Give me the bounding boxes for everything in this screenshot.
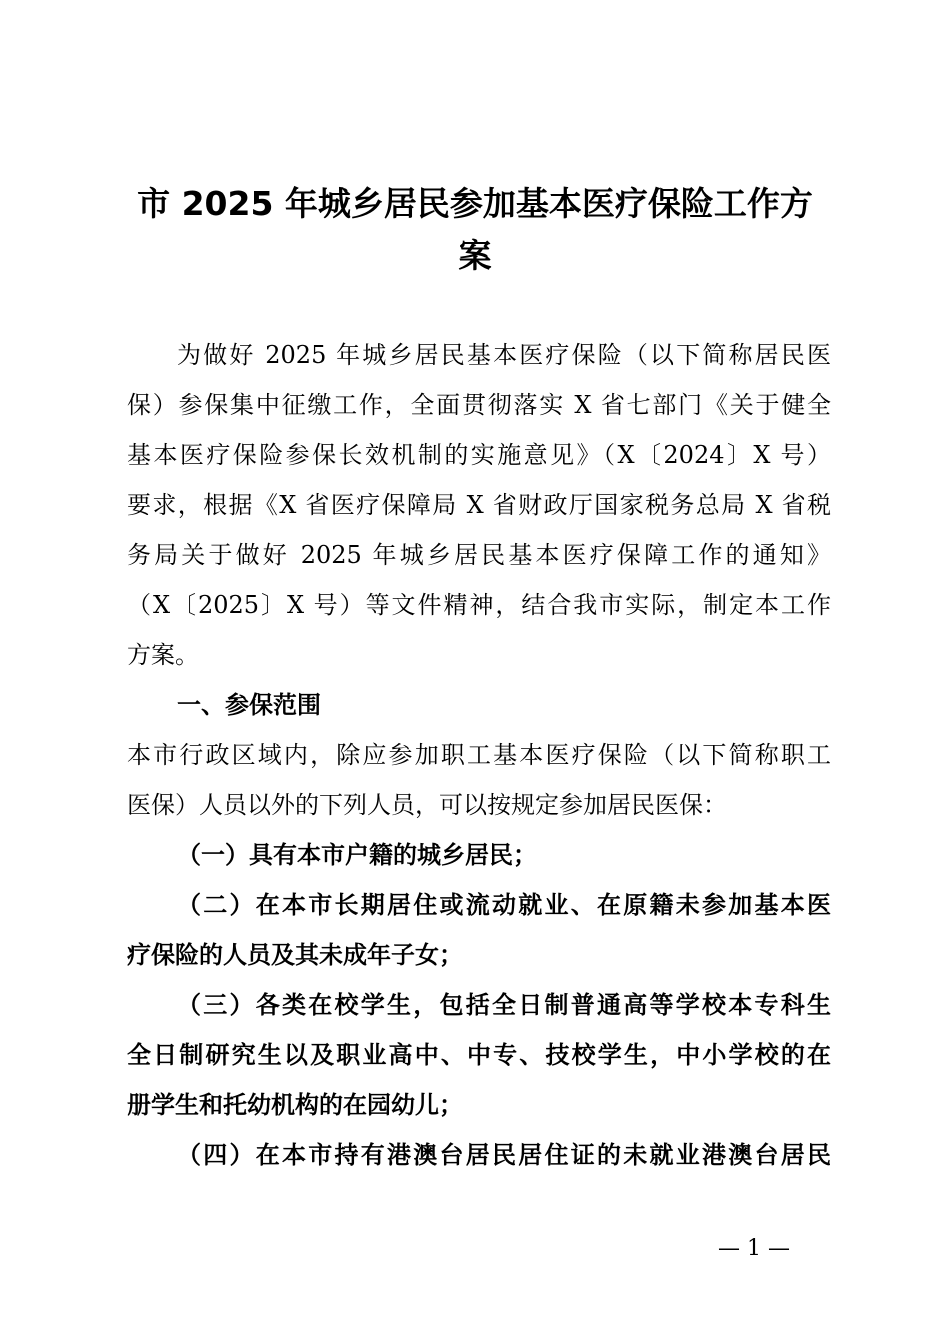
title-line: 案	[458, 236, 492, 275]
text-line: 医保）人员以外的下列人员，可以按规定参加居民医保：	[127, 791, 727, 819]
text-line: （一）具有本市户籍的城乡居民；	[177, 841, 537, 869]
text-line: 为做好 2025 年城乡居民基本医疗保险（以下简称居民医	[177, 341, 831, 369]
text-line: 全日制研究生以及职业高中、中专、技校学生，中小学校的在	[127, 1041, 831, 1069]
title-line: 市 2025 年城乡居民参加基本医疗保险工作方	[137, 184, 813, 223]
text-line: 保）参保集中征缴工作，全面贯彻落实 X 省七部门《关于健全	[127, 391, 831, 419]
document-body	[127, 330, 831, 1180]
text-line: 本市行政区域内，除应参加职工基本医疗保险（以下简称职工	[127, 741, 831, 769]
text-line: （二）在本市长期居住或流动就业、在原籍未参加基本医	[177, 891, 831, 919]
text-line: （四）在本市持有港澳台居民居住证的未就业港澳台居民	[177, 1141, 831, 1169]
text-line: 疗保险的人员及其未成年子女；	[127, 941, 463, 969]
scope-item-4	[127, 1130, 831, 1180]
text-line: 要求，根据《X 省医疗保障局 X 省财政厅国家税务总局 X 省税	[127, 491, 831, 519]
text-line: （三）各类在校学生，包括全日制普通高等学校本专科生	[177, 991, 831, 1019]
scope-item-2	[127, 880, 831, 980]
section-heading: 一、参保范围	[177, 691, 321, 719]
text-line: 方案。	[127, 641, 199, 669]
scope-paragraph	[127, 730, 831, 830]
text-line: （X〔2025〕X 号）等文件精神，结合我市实际，制定本工作	[127, 591, 831, 619]
text-line: 务局关于做好 2025 年城乡居民基本医疗保障工作的通知》	[127, 541, 831, 569]
document-title	[120, 178, 830, 282]
text-line: 基本医疗保险参保长效机制的实施意见》（X〔2024〕X 号）	[127, 441, 831, 469]
text-line: 册学生和托幼机构的在园幼儿；	[127, 1091, 463, 1119]
scope-item-3	[127, 980, 831, 1130]
page-number: — 1 —	[718, 1236, 790, 1261]
scope-item-1	[127, 830, 831, 880]
intro-paragraph	[127, 330, 831, 680]
